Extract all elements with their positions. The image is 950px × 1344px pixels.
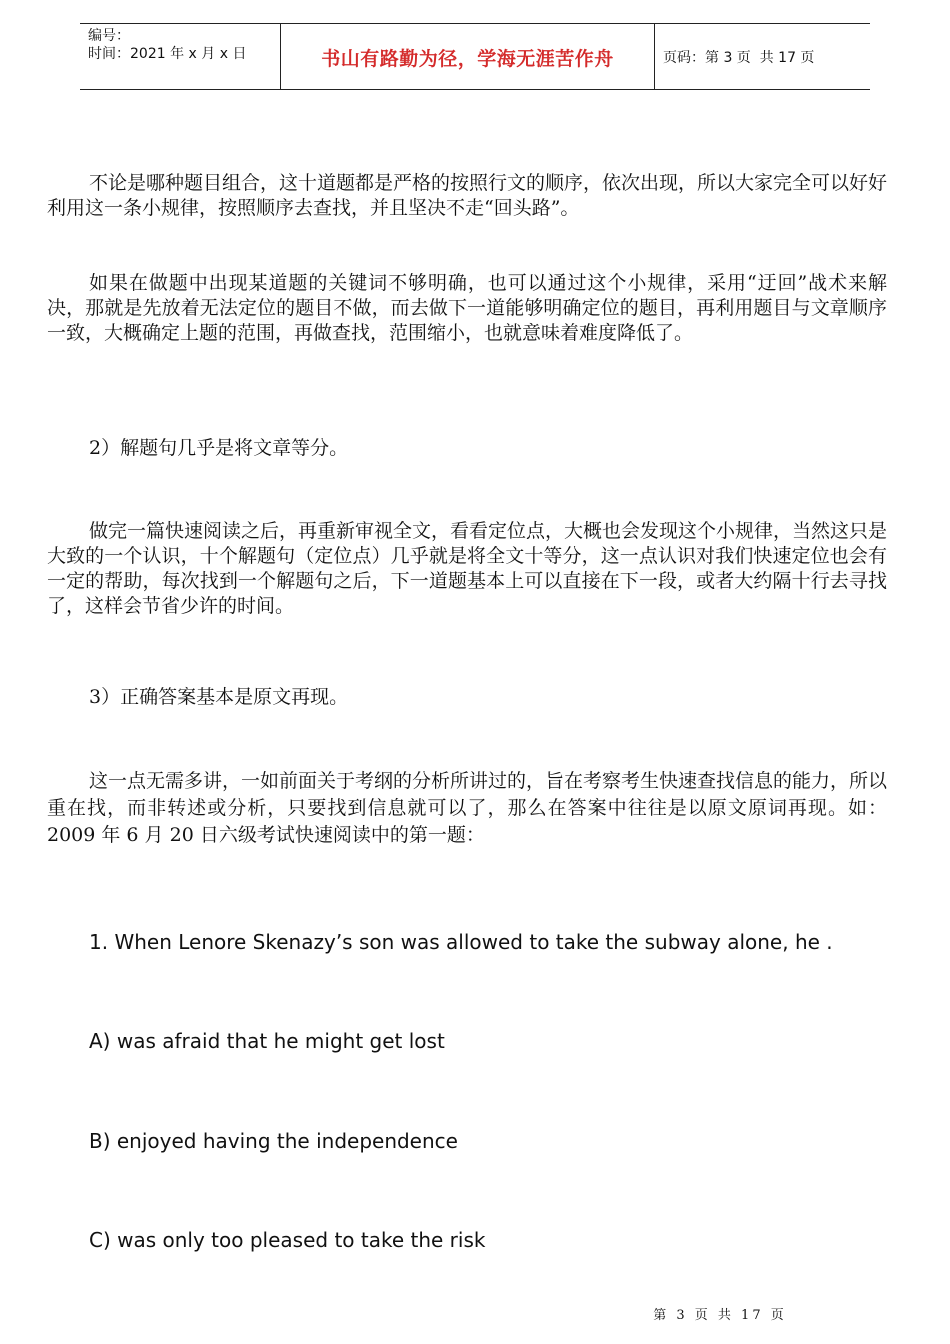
- question-1: 1. When Lenore Skenazy’s son was allowed to take the subway alone, he .: [89, 930, 833, 954]
- option-b: B) enjoyed having the independence: [89, 1129, 458, 1153]
- header-meta-cell: [80, 24, 281, 89]
- paragraph-3: 做完一篇快速阅读之后，再重新审视全文，看看定位点，大概也会发现这个小规律，当然这只是大致的一个认识，十个解题句（定位点）几乎就是将全文十等分，这一点认识对我们快速定位也会有一定的帮助，每次找到一个解题句之后，下一道题基本上可以直接在下一段，或者大约隔十行去寻找了，这样会节省少许的时间。: [47, 520, 888, 617]
- motto-text: 书山有路勤为径，学海无涯苦作舟: [321, 48, 614, 70]
- page-header: [80, 23, 870, 90]
- header-motto-cell: [281, 24, 655, 89]
- option-a: A) was afraid that he might get lost: [89, 1029, 445, 1053]
- paragraph-4: 这一点无需多讲，一如前面关于考纲的分析所讲过的，旨在考察考生快速查找信息的能力，所以重在找，而非转述或分析，只要找到信息就可以了，那么在答案中往往是以原文原词再现。如：2009 年 6 月 20 日六级考试快速阅读中的第一题：: [47, 770, 888, 846]
- paragraph-1: 不论是哪种题目组合，这十道题都是严格的按照行文的顺序，依次出现，所以大家完全可以好好利用这一条小规律，按照顺序去查找，并且坚决不走“回头路”。: [47, 172, 888, 219]
- point-2-heading: 2）解题句几乎是将文章等分。: [89, 437, 349, 459]
- serial-label: 编号：: [88, 28, 130, 44]
- option-c: C) was only too pleased to take the risk: [89, 1228, 486, 1252]
- point-3-heading: 3）正确答案基本是原文再现。: [89, 686, 349, 708]
- paragraph-2: 如果在做题中出现某道题的关键词不够明确，也可以通过这个小规律，采用“迂回”战术来解决，那就是先放着无法定位的题目不做，而去做下一道能够明确定位的题目，再利用题目与文章顺序一致，大概确定上题的范围，再做查找，范围缩小，也就意味着难度降低了。: [47, 272, 887, 344]
- date-label: 时间：2021 年 x 月 x 日: [88, 46, 247, 62]
- header-page-cell: [655, 24, 870, 89]
- page-footer: 第 3 页 共 17 页: [653, 1308, 787, 1323]
- page-info: 页码：第 3 页 共 17 页: [663, 49, 815, 66]
